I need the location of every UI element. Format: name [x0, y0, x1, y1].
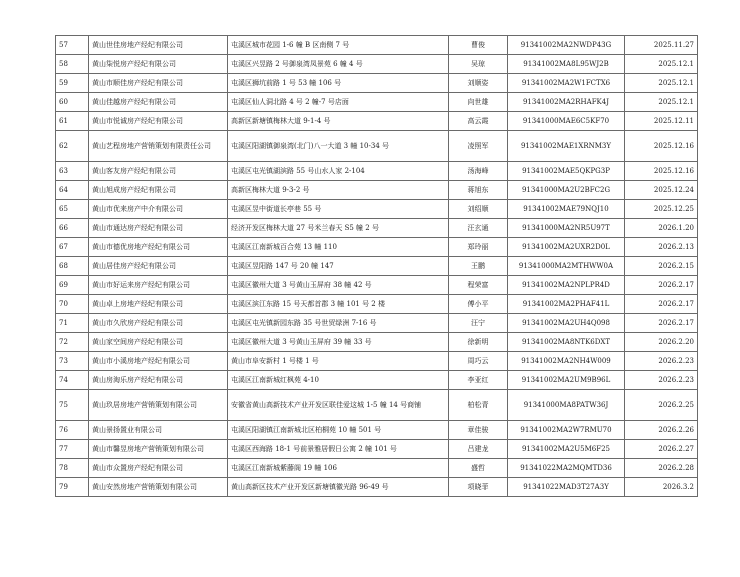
record-date: 2026.2.23 — [625, 352, 698, 371]
legal-representative: 周巧云 — [449, 352, 508, 371]
row-number: 58 — [56, 55, 89, 74]
table-row — [56, 131, 698, 162]
legal-representative: 曹俊 — [449, 36, 508, 55]
table-row — [56, 352, 698, 371]
table-row — [56, 371, 698, 390]
row-number: 64 — [56, 181, 89, 200]
company-address: 屯溪区兴昱路 2 号御泉湾凤景苑 6 幢 4 号 — [228, 55, 449, 74]
company-address: 黄山市阜安新村 1 号楼 1 号 — [228, 352, 449, 371]
company-address: 屯溪区阳湖镇江南新城北区柏桐苑 10 幢 501 号 — [228, 421, 449, 440]
company-address: 屯溪区滨江东路 15 号天都首郡 3 幢 101 号 2 楼 — [228, 295, 449, 314]
row-number: 72 — [56, 333, 89, 352]
legal-representative: 刘顺姿 — [449, 74, 508, 93]
credit-code: 91341002MA8L95WJ2B — [508, 55, 625, 74]
row-number: 67 — [56, 238, 89, 257]
record-date: 2026.2.13 — [625, 238, 698, 257]
company-name: 黄山佳越房产经纪有限公司 — [89, 93, 228, 112]
credit-code: 91341000MAE6C5KF70 — [508, 112, 625, 131]
record-date: 2026.2.15 — [625, 257, 698, 276]
company-name: 黄山市德优房地产经纪有限公司 — [89, 238, 228, 257]
row-number: 60 — [56, 93, 89, 112]
legal-representative: 蒋旭东 — [449, 181, 508, 200]
company-address: 黄山高新区技术产业开发区新塘镇徽光路 96-49 号 — [228, 478, 449, 497]
record-date: 2026.2.17 — [625, 295, 698, 314]
company-name: 黄山景扬置业有限公司 — [89, 421, 228, 440]
table-row — [56, 390, 698, 421]
legal-representative: 高云霞 — [449, 112, 508, 131]
company-name: 黄山市久欣房产经纪有限公司 — [89, 314, 228, 333]
record-date: 2026.2.20 — [625, 333, 698, 352]
legal-representative: 盛哲 — [449, 459, 508, 478]
company-name: 黄山玖居房地产营销策划有限公司 — [89, 390, 228, 421]
company-name: 黄山市好运来房产经纪有限公司 — [89, 276, 228, 295]
row-number: 65 — [56, 200, 89, 219]
company-address: 屯溪区江南新城紫藤阁 19 幢 106 — [228, 459, 449, 478]
legal-representative: 汤海峰 — [449, 162, 508, 181]
record-date: 2025.12.25 — [625, 200, 698, 219]
credit-code: 91341002MA2UM9B96L — [508, 371, 625, 390]
company-address: 屯溪区徽州大道 3 号黄山玉屏府 39 幢 33 号 — [228, 333, 449, 352]
company-name: 黄山客友房产经纪有限公司 — [89, 162, 228, 181]
legal-representative: 柏松青 — [449, 390, 508, 421]
credit-code: 91341002MA2UXR2D0L — [508, 238, 625, 257]
row-number: 76 — [56, 421, 89, 440]
company-name: 黄山房淘乐房产经纪有限公司 — [89, 371, 228, 390]
row-number: 62 — [56, 131, 89, 162]
credit-code: 91341002MAE79NQJ10 — [508, 200, 625, 219]
company-address: 屯溪区西海路 18-1 号前景雅居假日公寓 2 幢 101 号 — [228, 440, 449, 459]
row-number: 68 — [56, 257, 89, 276]
record-date: 2025.12.16 — [625, 162, 698, 181]
table-row — [56, 421, 698, 440]
record-date: 2025.11.27 — [625, 36, 698, 55]
company-address: 屯溪区城市花园 1-6 幢 B 区南侧 7 号 — [228, 36, 449, 55]
company-address: 屯溪区屯光镇湖滨路 55 号山水人家 2-104 — [228, 162, 449, 181]
agency-registry-table — [55, 35, 698, 497]
record-date: 2026.1.20 — [625, 219, 698, 238]
table-row — [56, 276, 698, 295]
record-date: 2025.12.24 — [625, 181, 698, 200]
record-date: 2026.3.2 — [625, 478, 698, 497]
row-number: 61 — [56, 112, 89, 131]
company-name: 黄山世佳房地产经纪有限公司 — [89, 36, 228, 55]
legal-representative: 郑玲丽 — [449, 238, 508, 257]
table-row — [56, 295, 698, 314]
legal-representative: 王鹏 — [449, 257, 508, 276]
legal-representative: 吴琼 — [449, 55, 508, 74]
credit-code: 91341002MAE1XRNM3Y — [508, 131, 625, 162]
company-address: 高新区新塘镇梅林大道 9-1-4 号 — [228, 112, 449, 131]
company-name: 黄山市小溪房地产经纪有限公司 — [89, 352, 228, 371]
record-date: 2026.2.25 — [625, 390, 698, 421]
table-row — [56, 112, 698, 131]
company-address: 屯溪区阳湖镇御泉湾(北门)八一大道 3 幢 10-34 号 — [228, 131, 449, 162]
company-address: 屯溪区狮坑前路 1 号 53 幢 106 号 — [228, 74, 449, 93]
row-number: 75 — [56, 390, 89, 421]
legal-representative: 凌照军 — [449, 131, 508, 162]
credit-code: 91341002MA2W7RMU70 — [508, 421, 625, 440]
credit-code: 91341000MA2NR5U97T — [508, 219, 625, 238]
table-row — [56, 93, 698, 112]
company-address: 屯溪区江南新城百合苑 13 幢 110 — [228, 238, 449, 257]
row-number: 66 — [56, 219, 89, 238]
company-address: 屯溪区仙人洞北路 4 号 2 幢-7 号店面 — [228, 93, 449, 112]
legal-representative: 李亚红 — [449, 371, 508, 390]
record-date: 2025.12.1 — [625, 55, 698, 74]
company-name: 黄山安然房地产营销策划有限公司 — [89, 478, 228, 497]
table-row — [56, 74, 698, 93]
table-row — [56, 314, 698, 333]
legal-representative: 汪玄通 — [449, 219, 508, 238]
record-date: 2025.12.16 — [625, 131, 698, 162]
record-date: 2026.2.28 — [625, 459, 698, 478]
table-row — [56, 478, 698, 497]
company-name: 黄山家空间房产经纪有限公司 — [89, 333, 228, 352]
row-number: 74 — [56, 371, 89, 390]
company-address: 屯溪区江南新城红枫苑 4-10 — [228, 371, 449, 390]
row-number: 77 — [56, 440, 89, 459]
credit-code: 91341002MA2NH4W009 — [508, 352, 625, 371]
table-row — [56, 459, 698, 478]
row-number: 78 — [56, 459, 89, 478]
row-number: 69 — [56, 276, 89, 295]
row-number: 63 — [56, 162, 89, 181]
credit-code: 91341000MA2U2BFC2G — [508, 181, 625, 200]
table-row — [56, 162, 698, 181]
legal-representative: 向世雄 — [449, 93, 508, 112]
credit-code: 91341000MA2MTHWW0A — [508, 257, 625, 276]
table-row — [56, 219, 698, 238]
record-date: 2026.2.17 — [625, 276, 698, 295]
record-date: 2025.12.11 — [625, 112, 698, 131]
company-name: 黄山市众置房产经纪有限公司 — [89, 459, 228, 478]
company-address: 经济开发区梅林大道 27 号米兰春天 S5 幢 2 号 — [228, 219, 449, 238]
legal-representative: 吕建龙 — [449, 440, 508, 459]
company-name: 黄山居佳房产经纪有限公司 — [89, 257, 228, 276]
company-address: 屯溪区徽州大道 3 号黄山玉屏府 38 幢 42 号 — [228, 276, 449, 295]
company-name: 黄山卓上房地产经纪有限公司 — [89, 295, 228, 314]
company-name: 黄山市馨昱房地产营销策划有限公司 — [89, 440, 228, 459]
credit-code: 91341002MAE5QKPG3P — [508, 162, 625, 181]
table-row — [56, 440, 698, 459]
legal-representative: 项晓菲 — [449, 478, 508, 497]
credit-code: 91341002MA2NWDP43G — [508, 36, 625, 55]
table-row — [56, 333, 698, 352]
legal-representative: 徐新明 — [449, 333, 508, 352]
credit-code: 91341000MA8PATW36J — [508, 390, 625, 421]
row-number: 71 — [56, 314, 89, 333]
table-body — [56, 36, 698, 497]
record-date: 2026.2.26 — [625, 421, 698, 440]
company-address: 屯溪区昱中街道长亭巷 55 号 — [228, 200, 449, 219]
company-name: 黄山市顺佳房产经纪有限公司 — [89, 74, 228, 93]
legal-representative: 傅小平 — [449, 295, 508, 314]
company-address: 屯溪区昱阳路 147 号 20 幢 147 — [228, 257, 449, 276]
record-date: 2025.12.1 — [625, 93, 698, 112]
legal-representative: 程荣富 — [449, 276, 508, 295]
table-row — [56, 55, 698, 74]
row-number: 73 — [56, 352, 89, 371]
credit-code: 91341002MA2RHAFK4J — [508, 93, 625, 112]
legal-representative: 刘绍顺 — [449, 200, 508, 219]
record-date: 2026.2.23 — [625, 371, 698, 390]
record-date: 2026.2.27 — [625, 440, 698, 459]
table-row — [56, 36, 698, 55]
company-name: 黄山旭成房产经纪有限公司 — [89, 181, 228, 200]
credit-code: 91341022MAD3T27A3Y — [508, 478, 625, 497]
table-row — [56, 200, 698, 219]
credit-code: 91341002MA2U5M6F25 — [508, 440, 625, 459]
credit-code: 91341002MA2UH4Q098 — [508, 314, 625, 333]
credit-code: 91341022MA2MQMTD36 — [508, 459, 625, 478]
company-name: 黄山艺程房地产营销策划有限责任公司 — [89, 131, 228, 162]
table-row — [56, 181, 698, 200]
table-row — [56, 257, 698, 276]
company-name: 黄山市悦诚房产经纪有限公司 — [89, 112, 228, 131]
credit-code: 91341002MA8NTK6DXT — [508, 333, 625, 352]
company-name: 黄山柒悦房产经纪有限公司 — [89, 55, 228, 74]
legal-representative: 章佳骏 — [449, 421, 508, 440]
company-address: 高新区梅林大道 9-3-2 号 — [228, 181, 449, 200]
company-address: 安徽省黄山高新技术产业开发区联佳爱这城 1-5 幢 14 号商铺 — [228, 390, 449, 421]
row-number: 59 — [56, 74, 89, 93]
record-date: 2025.12.1 — [625, 74, 698, 93]
legal-representative: 汪宁 — [449, 314, 508, 333]
company-name: 黄山市通达房产经纪有限公司 — [89, 219, 228, 238]
company-name: 黄山市优来房产中介有限公司 — [89, 200, 228, 219]
credit-code: 91341002MA2W1FCTX6 — [508, 74, 625, 93]
row-number: 70 — [56, 295, 89, 314]
table-row — [56, 238, 698, 257]
company-address: 屯溪区屯光镇新园东路 35 号世贸绿洲 7-16 号 — [228, 314, 449, 333]
credit-code: 91341002MA2NPLPR4D — [508, 276, 625, 295]
credit-code: 91341002MA2PHAF41L — [508, 295, 625, 314]
row-number: 57 — [56, 36, 89, 55]
record-date: 2026.2.17 — [625, 314, 698, 333]
row-number: 79 — [56, 478, 89, 497]
